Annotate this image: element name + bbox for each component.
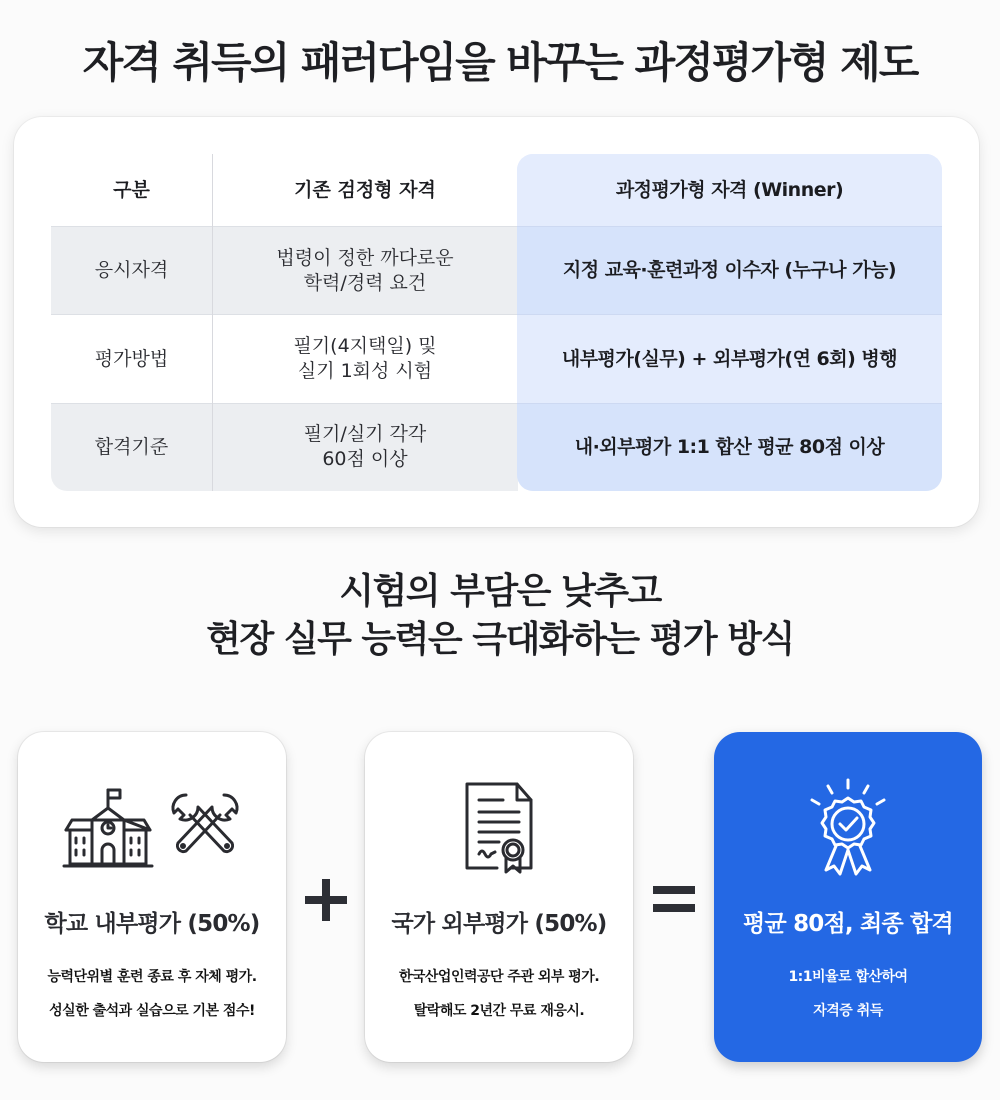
- card-desc-line-1: 1:1비율로 합산하여: [788, 969, 908, 985]
- row-winner-value: 지정 교육·훈련과정 이수자 (누구나 가능): [562, 259, 897, 282]
- equals-icon: [644, 870, 704, 930]
- subtitle-line-1: 시험의 부담은 낮추고: [339, 571, 661, 612]
- final-pass-card: [714, 732, 982, 1062]
- card-description: [18, 960, 286, 1028]
- card-title: 평균 80점, 최종 합격: [743, 911, 953, 937]
- school-building-icon: [62, 786, 154, 874]
- page-title: 자격 취득의 패러다임을 바꾸는 과정평가형 제도: [82, 38, 918, 87]
- crossed-wrenches-icon: [168, 791, 242, 869]
- existing-line-2: 실기 1회성 시험: [297, 360, 433, 382]
- row-winner-value: 내·외부평가 1:1 합산 평균 80점 이상: [574, 435, 885, 458]
- column-header-winner: 과정평가형 자격 (Winner): [615, 178, 844, 201]
- row-winner-value: 내부평가(실무) + 외부평가(연 6회) 병행: [561, 347, 898, 370]
- external-evaluation-card: [365, 732, 633, 1062]
- plus-icon: [296, 870, 356, 930]
- card-description: [714, 960, 982, 1028]
- table-row: [51, 226, 942, 315]
- row-category: 응시자격: [94, 259, 169, 282]
- card-title: 국가 외부평가 (50%): [391, 911, 607, 937]
- card-desc-line-1: 능력단위별 훈련 종료 후 자체 평가.: [47, 969, 257, 985]
- existing-line-1: 필기/실기 각각: [303, 423, 427, 446]
- internal-evaluation-card: [18, 732, 286, 1062]
- card-desc-line-2: 탈락해도 2년간 무료 재응시.: [413, 1003, 585, 1019]
- section-subtitle: [0, 568, 1000, 664]
- existing-line-2: 60점 이상: [322, 448, 408, 470]
- card-desc-line-1: 한국산업인력공단 주관 외부 평가.: [398, 969, 600, 985]
- column-header-existing: 기존 검정형 자격: [212, 154, 517, 226]
- subtitle-line-2: 현장 실무 능력은 극대화하는 평가 방식: [206, 619, 794, 660]
- card-desc-line-2: 자격증 취득: [813, 1003, 883, 1019]
- table-header-row: [51, 154, 942, 226]
- comparison-table: [51, 154, 942, 491]
- award-badge-check-icon: [798, 778, 898, 882]
- row-existing-value: [212, 315, 517, 403]
- card-title: 학교 내부평가 (50%): [44, 911, 260, 937]
- existing-line-1: 법령이 정한 까다로운: [276, 246, 454, 269]
- card-description: [365, 960, 633, 1028]
- row-existing-value: [212, 226, 517, 315]
- table-row: [51, 403, 942, 491]
- table-row: [51, 315, 942, 403]
- row-category: 합격기준: [94, 435, 169, 458]
- column-header-category: 구분: [113, 178, 150, 201]
- existing-line-2: 학력/경력 요건: [303, 271, 427, 294]
- row-category: 평가방법: [94, 347, 169, 370]
- card-desc-line-2: 성실한 출석과 실습으로 기본 점수!: [49, 1003, 255, 1019]
- row-existing-value: [212, 403, 517, 491]
- existing-line-1: 필기(4지택일) 및: [293, 335, 437, 358]
- certificate-document-icon: [461, 780, 537, 880]
